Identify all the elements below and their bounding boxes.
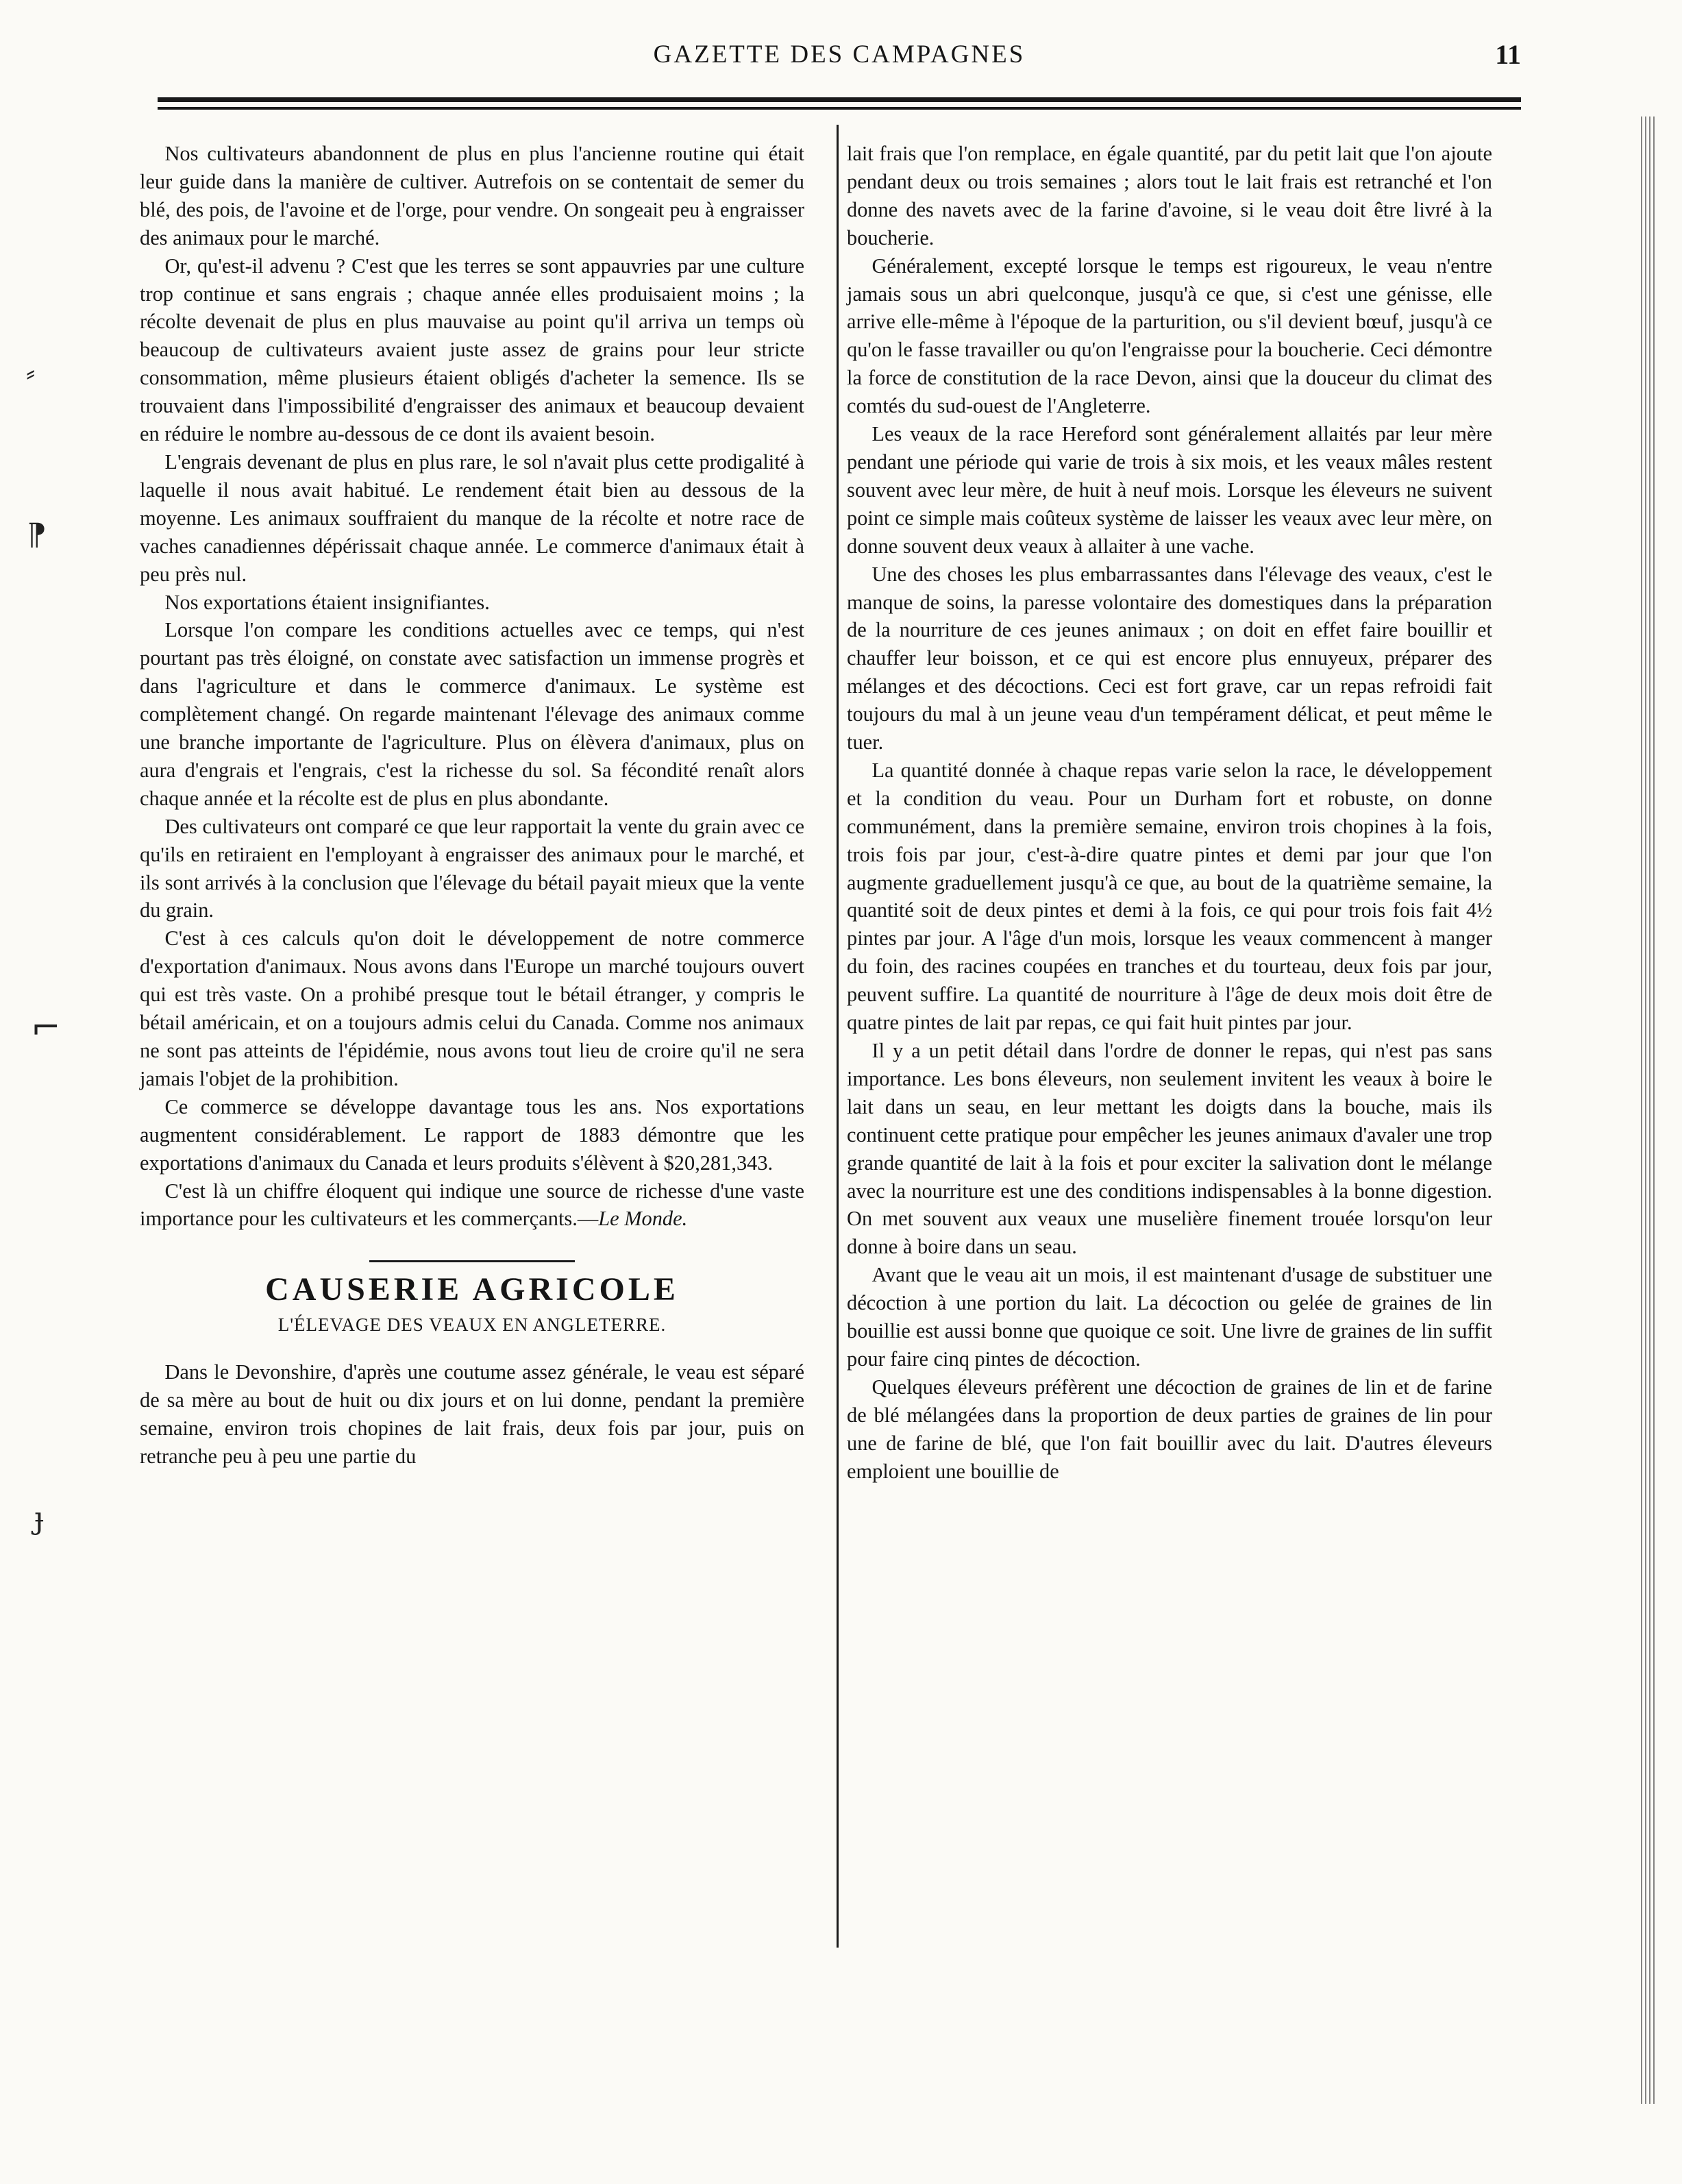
column-divider xyxy=(837,125,839,1948)
section-title: CAUSERIE AGRICOLE xyxy=(265,1271,679,1308)
paragraph: L'engrais devenant de plus en plus rare, le sol n'avait plus cette prodigalité à laquelle il nous avait habitué. Le rendement était bien au dessous de la moyenne. Les animaux souffraient du manque de la récolte et notre race de vaches canadiennes dépérissait chaque année. Le commerce d'animaux était à peu près nul. xyxy=(140,450,804,586)
header-rule-thick xyxy=(158,97,1521,102)
margin-mark-3: ⌐ xyxy=(31,1007,61,1048)
header-rule-thin xyxy=(158,107,1521,110)
paragraph: Or, qu'est-il advenu ? C'est que les terres se sont appauvries par une culture trop continue et sans engrais ; chaque année elles produisaient moins ; la récolte devenait de plus en plus mauvaise au point qu'il arriva un temps où beaucoup de cultivateurs avaient juste assez de grains pour leur stricte consommation, même plusieurs étaient obligés d'acheter la semence. Ils se trouvaient dans l'impossibilité d'engraisser des animaux et beaucoup devaient en réduire le nombre au-dessous de ce dont ils avaient besoin. xyxy=(140,254,804,446)
page-number: 11 xyxy=(1495,39,1521,70)
section-subtitle: L'ÉLEVAGE DES VEAUX EN ANGLETERRE. xyxy=(277,1314,667,1336)
paragraph: Nos cultivateurs abandonnent de plus en plus l'ancienne routine qui était leur guide dans la manière de cultiver. Autrefois on se contentait de semer du blé, des pois, de l'avoine et de l'orge, pour vendre. On songeait peu à engraisser des animaux pour le marché. xyxy=(140,142,804,249)
running-title: GAZETTE DES CAMPAGNES xyxy=(653,40,1026,69)
paragraph: Nos exportations étaient insignifiantes. xyxy=(164,590,490,614)
section-separator xyxy=(369,1260,575,1262)
paragraph: Des cultivateurs ont comparé ce que leur rapportait la vente du grain avec ce qu'ils en retiraient en l'employant à engraisser des animaux pour le marché, et ils sont arrivés à la conclusion que l'élevage du bétail payait mieux que la vente du grain. xyxy=(140,814,804,922)
paragraph: Avant que le veau ait un mois, il est maintenant d'usage de substituer une décoction à une portion du lait. La décoction ou gelée de graines de lin bouillie est aussi bonne que quoique ce soit. Une livre de graines de lin suffit pour faire cinq pintes de décoction. xyxy=(847,1263,1492,1371)
margin-mark-4: ɟ xyxy=(34,1501,44,1536)
margin-mark-2: ⁋ xyxy=(27,517,47,552)
paragraph: Il y a un petit détail dans l'ordre de donner le repas, qui n'est pas sans importance. Les bons éleveurs, non seulement invitent les veaux à boire le lait dans un seau, en leur mettant les doigts dans la bouche, mais ils continuent cette pratique pour empêcher les jeunes animaux d'avaler une trop grande quantité de lait à la fois et pour exciter la salivation dont le mélange avec la nourriture est une des conditions indispensables à la bonne digestion. On met souvent aux veaux une muselière finement trouée lorsqu'on leur donne à boire dans un seau. xyxy=(847,1039,1492,1259)
bound-page-edges xyxy=(1641,116,1656,2104)
paragraph: Dans le Devonshire, d'après une coutume assez générale, le veau est séparé de sa mère au bout de huit ou dix jours et on lui donne, pendant la première semaine, environ trois chopines de lait frais, deux fois par jour, puis on retranche peu à peu une partie du xyxy=(140,1360,804,1468)
margin-mark-1: ⸗ xyxy=(26,357,36,389)
paragraph: lait frais que l'on remplace, en égale quantité, par du petit lait que l'on ajoute pendant deux ou trois semaines ; alors tout le lait frais est retranché et l'on donne des navets avec de la farine d'avoine, si le veau doit être livré à la boucherie. xyxy=(847,142,1492,249)
paragraph: Une des choses les plus embarrassantes dans l'élevage des veaux, c'est le manque de soins, la paresse volontaire des domestiques dans la préparation de la nourriture de ces jeunes animaux ; on doit en effet faire bouillir et chauffer leur boisson, et ce qui est encore plus ennuyeux, préparer des mélanges et des décoctions. Ceci est fort grave, car un repas refroidi fait toujours du mal à un jeune veau d'un tempérament délicat, et peut même le tuer. xyxy=(847,562,1492,754)
paragraph: Généralement, excepté lorsque le temps est rigoureux, le veau n'entre jamais sous un abri quelconque, jusqu'à ce que, si c'est une génisse, elle arrive elle-même à l'époque de la parturition, ou s'il devient bœuf, jusqu'à ce qu'on le fasse travailler ou qu'on l'engraisse pour la boucherie. Ceci démontre la force de constitution de la race Devon, ainsi que la douceur du climat des comtés du sud-ouest de l'Angleterre. xyxy=(847,254,1492,418)
paragraph-text: C'est là un chiffre éloquent qui indique une source de richesse d'une vaste importance pour les cultivateurs et les commerçants.— xyxy=(140,1179,804,1231)
article-signature: Le Monde. xyxy=(598,1207,688,1231)
paragraph: Ce commerce se développe davantage tous les ans. Nos exportations augmentent considérablement. Le rapport de 1883 démontre que les exportations d'animaux du Canada et leurs produits s'élèvent à $20,281,343. xyxy=(140,1094,804,1175)
paragraph-with-signature xyxy=(140,1177,804,1234)
page-header xyxy=(158,33,1521,74)
paragraph: Lorsque l'on compare les conditions actuelles avec ce temps, qui n'est pourtant pas très éloigné, on constate avec satisfaction un immense progrès et dans l'agriculture et dans le commerce d'animaux. Le système est complètement changé. On regarde maintenant l'élevage des animaux comme une branche importante de l'agriculture. Plus on élèvera d'animaux, plus on aura d'engrais et l'engrais, c'est la richesse du sol. Sa fécondité renaît alors chaque année et la récolte est de plus en plus abondante. xyxy=(140,618,804,810)
left-column xyxy=(140,140,804,1471)
paragraph: Quelques éleveurs préfèrent une décoction de graines de lin et de farine de blé mélangées dans la proportion de deux parties de graines de lin pour une de farine de blé, que l'on fait bouillir avec du lait. D'autres éleveurs emploient une bouillie de xyxy=(847,1375,1492,1483)
paragraph: C'est à ces calculs qu'on doit le développement de notre commerce d'exportation d'animaux. Nous avons dans l'Europe un marché toujours ouvert qui est très vaste. On a prohibé presque tout le bétail étranger, y compris le bétail américain, et on a toujours admis celui du Canada. Comme nos animaux ne sont pas atteints de l'épidémie, nous avons tout lieu de croire qu'il ne sera jamais l'objet de la prohibition. xyxy=(140,927,804,1090)
paragraph: La quantité donnée à chaque repas varie selon la race, le développement et la condition du veau. Pour un Durham fort et robuste, on donne communément, dans la première semaine, environ trois chopines à la fois, trois fois par jour, c'est-à-dire quatre pintes et demi par jour que l'on augmente graduellement jusqu'à ce que, au bout de la quatrième semaine, la quantité soit de deux pintes et demi à la fois, ce qui pour trois fois fait 4½ pintes par jour. A l'âge d'un mois, lorsque les veaux commencent à manger du foin, des racines coupées en tranches et du tourteau, deux fois par jour, peuvent suffire. La quantité de nourriture à l'âge de deux mois doit être de quatre pintes de lait par repas, ce qui fait huit pintes par jour. xyxy=(847,758,1492,1035)
right-column xyxy=(847,140,1492,1486)
paragraph: Les veaux de la race Hereford sont généralement allaités par leur mère pendant une période qui varie de trois à six mois, et les veaux mâles restent souvent avec leur mère, de huit à neuf mois. Lorsque les éleveurs ne suivent point ce simple mais coûteux système de laisser les veaux avec leur mère, on donne souvent deux veaux à allaiter à une vache. xyxy=(847,422,1492,558)
